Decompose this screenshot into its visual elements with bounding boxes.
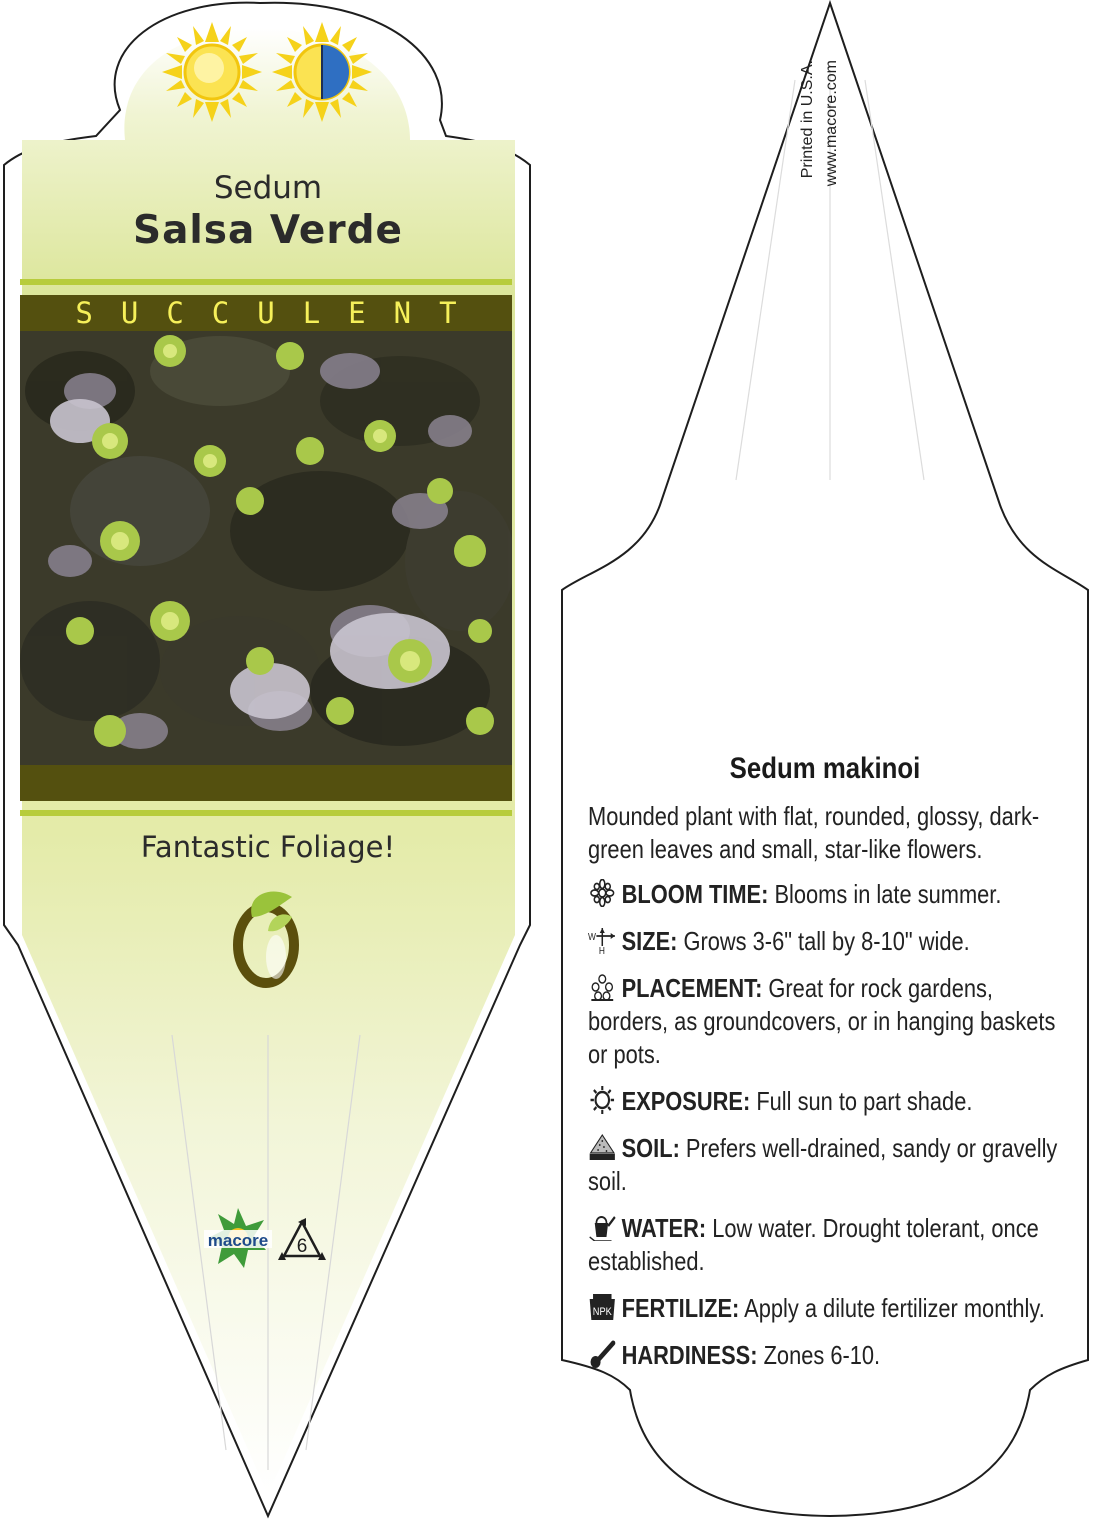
care-item-soil bbox=[588, 1132, 1058, 1198]
care-text: Great for rock gardens, borders, as groundcovers, or in hanging baskets or pots. bbox=[588, 973, 1056, 1069]
care-list bbox=[588, 878, 1058, 1386]
care-item-placement bbox=[588, 972, 1058, 1071]
size-icon-w: W bbox=[588, 931, 596, 943]
common-name: Sedum bbox=[213, 170, 323, 206]
recycle-number: 6 bbox=[296, 1236, 308, 1257]
care-label: HARDINESS: bbox=[621, 1340, 758, 1370]
npk-text: NPK bbox=[592, 1306, 612, 1319]
plant-description: Mounded plant with flat, rounded, glossy, dark-green leaves and small, star-like flowers. bbox=[588, 801, 1040, 864]
care-text: Prefers well-drained, sandy or gravelly soil. bbox=[588, 1133, 1058, 1196]
variety-name: Salsa Verde bbox=[133, 208, 403, 253]
printed-in-text: Printed in U.S.A. bbox=[799, 60, 816, 179]
care-label: WATER: bbox=[621, 1213, 707, 1243]
green-rule-bottom bbox=[20, 810, 512, 816]
category-label: SUCCULENT bbox=[75, 296, 485, 330]
soil-icon bbox=[588, 1133, 617, 1161]
bottom-band bbox=[20, 765, 512, 801]
part-shade-icon bbox=[272, 22, 372, 122]
care-item-water bbox=[588, 1212, 1058, 1278]
sedum-photo-illustration bbox=[20, 331, 512, 765]
care-text: Low water. Drought tolerant, once established. bbox=[588, 1213, 1039, 1276]
care-text: Grows 3-6" tall by 8-10" wide. bbox=[677, 926, 970, 956]
care-text: Apply a dilute fertilizer monthly. bbox=[739, 1293, 1045, 1323]
plant-photo bbox=[20, 331, 512, 765]
category-band bbox=[20, 295, 512, 331]
care-item-size bbox=[588, 925, 1058, 958]
watering-can-icon bbox=[588, 1213, 617, 1241]
flower-icon bbox=[588, 879, 617, 907]
care-item-fertilize bbox=[588, 1292, 1058, 1325]
green-rule-top bbox=[20, 279, 512, 285]
care-item-exposure bbox=[588, 1085, 1058, 1118]
care-text: Full sun to part shade. bbox=[750, 1086, 973, 1116]
npk-icon bbox=[588, 1293, 617, 1321]
care-label: SIZE: bbox=[621, 926, 678, 956]
thermometer-icon bbox=[588, 1340, 617, 1368]
size-arrows-icon bbox=[588, 926, 617, 954]
full-sun-icon bbox=[162, 22, 262, 122]
placement-flowers-icon bbox=[588, 973, 617, 1001]
tagline: Fantastic Foliage! bbox=[140, 830, 396, 864]
care-text: Zones 6-10. bbox=[757, 1340, 881, 1370]
care-label: EXPOSURE: bbox=[621, 1086, 751, 1116]
care-label: SOIL: bbox=[621, 1133, 680, 1163]
care-item-hardiness bbox=[588, 1339, 1058, 1372]
website-text: www.macore.com bbox=[823, 60, 840, 187]
size-icon-h: H bbox=[598, 945, 605, 954]
care-item-bloom-time bbox=[588, 878, 1058, 911]
sun-outline-icon bbox=[588, 1086, 617, 1114]
care-label: FERTILIZE: bbox=[621, 1293, 740, 1323]
care-label: PLACEMENT: bbox=[621, 973, 763, 1003]
printed-info bbox=[796, 60, 856, 230]
botanical-name: Sedum makinoi bbox=[729, 752, 921, 785]
care-label: BLOOM TIME: bbox=[621, 879, 769, 909]
care-text: Blooms in late summer. bbox=[768, 879, 1002, 909]
macore-logo-text: macore bbox=[207, 1231, 269, 1250]
